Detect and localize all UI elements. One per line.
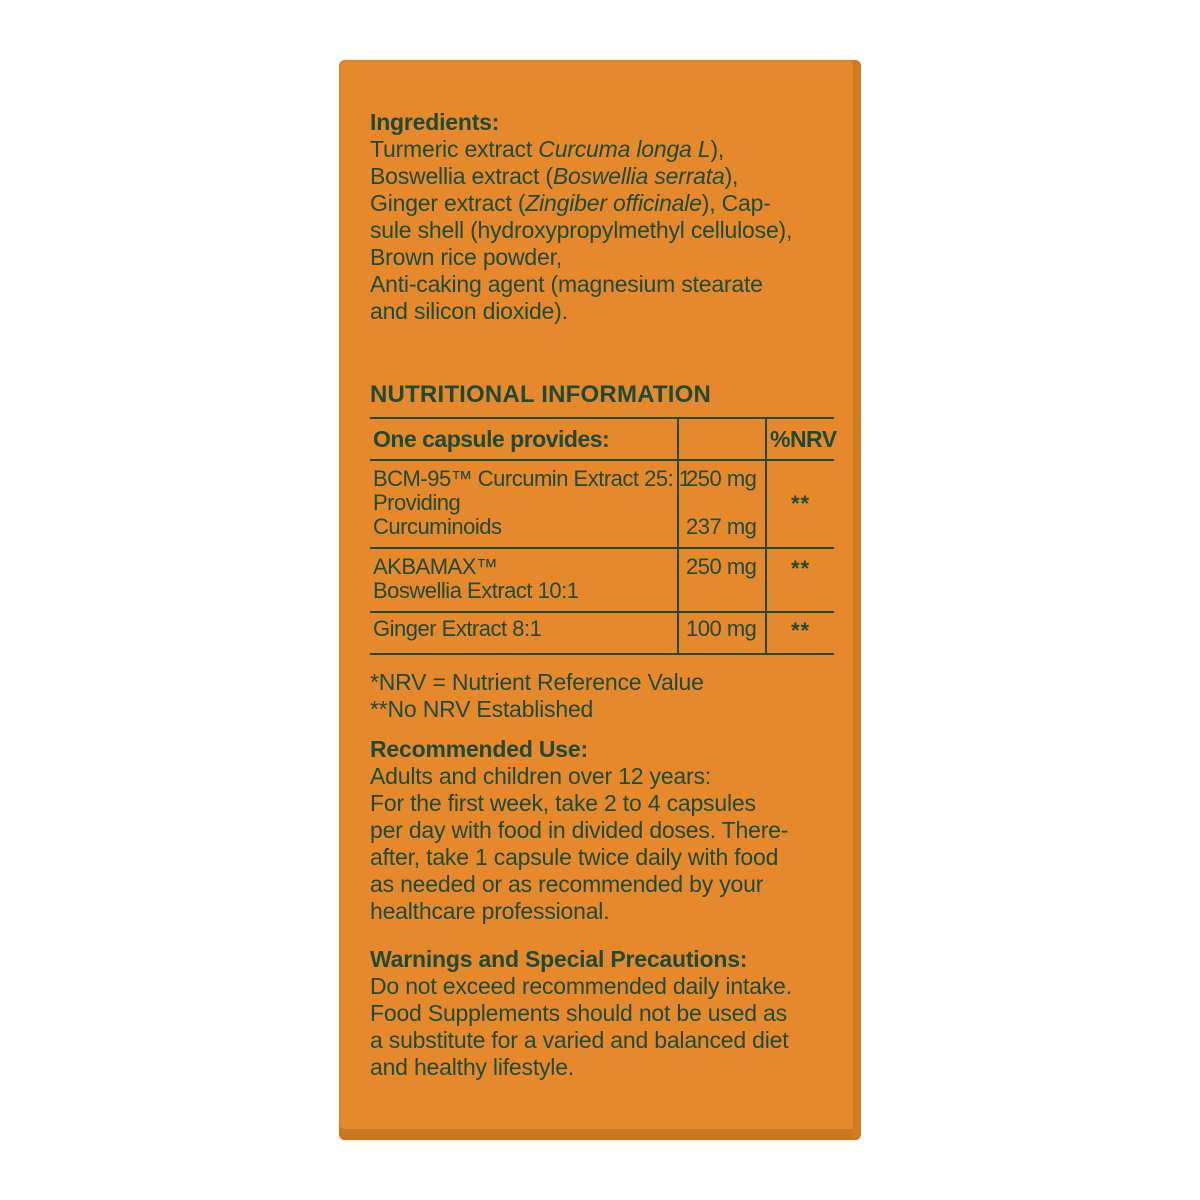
ingredients-line: sule shell (hydroxypropylmethyl cellulose), xyxy=(370,217,793,243)
nutrition-table xyxy=(370,417,837,655)
header-cell-amount-empty xyxy=(677,419,765,459)
ingredients-section xyxy=(370,108,837,325)
label-content xyxy=(339,60,861,1140)
cell-amount xyxy=(677,549,765,611)
ingredients-line: and silicon dioxide). xyxy=(370,298,568,324)
warnings-heading: Warnings and Special Precautions: xyxy=(370,946,748,972)
recommended-use-line: per day with food in divided doses. There- xyxy=(370,817,789,843)
recommended-use-line: healthcare professional. xyxy=(370,898,610,924)
ingredient-name-line: BCM-95™ Curcumin Extract 25: 1 xyxy=(373,466,691,491)
supplement-box-back-panel xyxy=(339,60,861,1140)
table-row-ginger xyxy=(370,613,834,655)
warnings-line: Food Supplements should not be used as xyxy=(370,1000,787,1026)
ingredients-line: Turmeric extract Curcuma longa L), xyxy=(370,136,725,162)
header-cell-provides: One capsule provides: xyxy=(373,426,610,452)
cell-amount xyxy=(677,613,765,653)
nrv-asterisks: ** xyxy=(790,491,811,516)
cell-ingredient-name xyxy=(370,613,677,653)
warnings-section xyxy=(370,945,837,1081)
table-row-curcumin xyxy=(370,461,834,549)
nrv-asterisks: ** xyxy=(790,618,811,643)
recommended-use-heading: Recommended Use: xyxy=(370,736,588,762)
header-cell-nrv: %NRV xyxy=(765,419,837,459)
cell-nrv xyxy=(765,461,834,547)
nutritional-information-heading: NUTRITIONAL INFORMATION xyxy=(370,381,712,408)
warnings-line: Do not exceed recommended daily intake. xyxy=(370,973,792,999)
cell-ingredient-name xyxy=(370,549,677,611)
cell-nrv xyxy=(765,613,834,653)
warnings-line: a substitute for a varied and balanced diet xyxy=(370,1027,789,1053)
ingredients-line: Boswellia extract (Boswellia serrata), xyxy=(370,163,739,189)
table-row-boswellia xyxy=(370,549,834,613)
cell-ingredient-name xyxy=(370,461,691,547)
footnote-nrv-definition: *NRV = Nutrient Reference Value xyxy=(370,669,704,695)
ingredient-name-line: Providing xyxy=(373,490,461,515)
recommended-use-line: after, take 1 capsule twice daily with food xyxy=(370,844,779,870)
nrv-asterisks: ** xyxy=(790,556,811,581)
ingredient-name-line: AKBAMAX™ xyxy=(373,554,498,579)
ingredient-name-line: Curcuminoids xyxy=(373,514,502,539)
recommended-use-section xyxy=(370,735,837,925)
recommended-use-line: as needed or as recommended by your xyxy=(370,871,764,897)
amount-value: 100 mg xyxy=(686,616,757,641)
ingredients-line: Anti-caking agent (magnesium stearate xyxy=(370,271,763,297)
ingredients-heading: Ingredients: xyxy=(370,109,500,135)
ingredients-line: Brown rice powder, xyxy=(370,244,562,270)
ingredients-line: Ginger extract (Zingiber officinale), Cap- xyxy=(370,190,771,216)
cell-nrv xyxy=(765,549,834,611)
recommended-use-line: Adults and children over 12 years: xyxy=(370,763,711,789)
amount-value: 237 mg xyxy=(686,514,757,539)
footnote-no-nrv: **No NRV Established xyxy=(370,696,594,722)
cell-amount xyxy=(677,461,765,547)
ingredient-name-line: Boswellia Extract 10:1 xyxy=(373,578,579,603)
recommended-use-line: For the first week, take 2 to 4 capsules xyxy=(370,790,756,816)
warnings-line: and healthy lifestyle. xyxy=(370,1054,575,1080)
amount-value: 250 mg xyxy=(686,554,757,579)
amount-value: 250 mg xyxy=(686,466,757,491)
nutrition-table-header-row xyxy=(370,419,837,461)
ingredient-name-line: Ginger Extract 8:1 xyxy=(373,616,542,641)
nrv-footnotes xyxy=(370,669,837,723)
